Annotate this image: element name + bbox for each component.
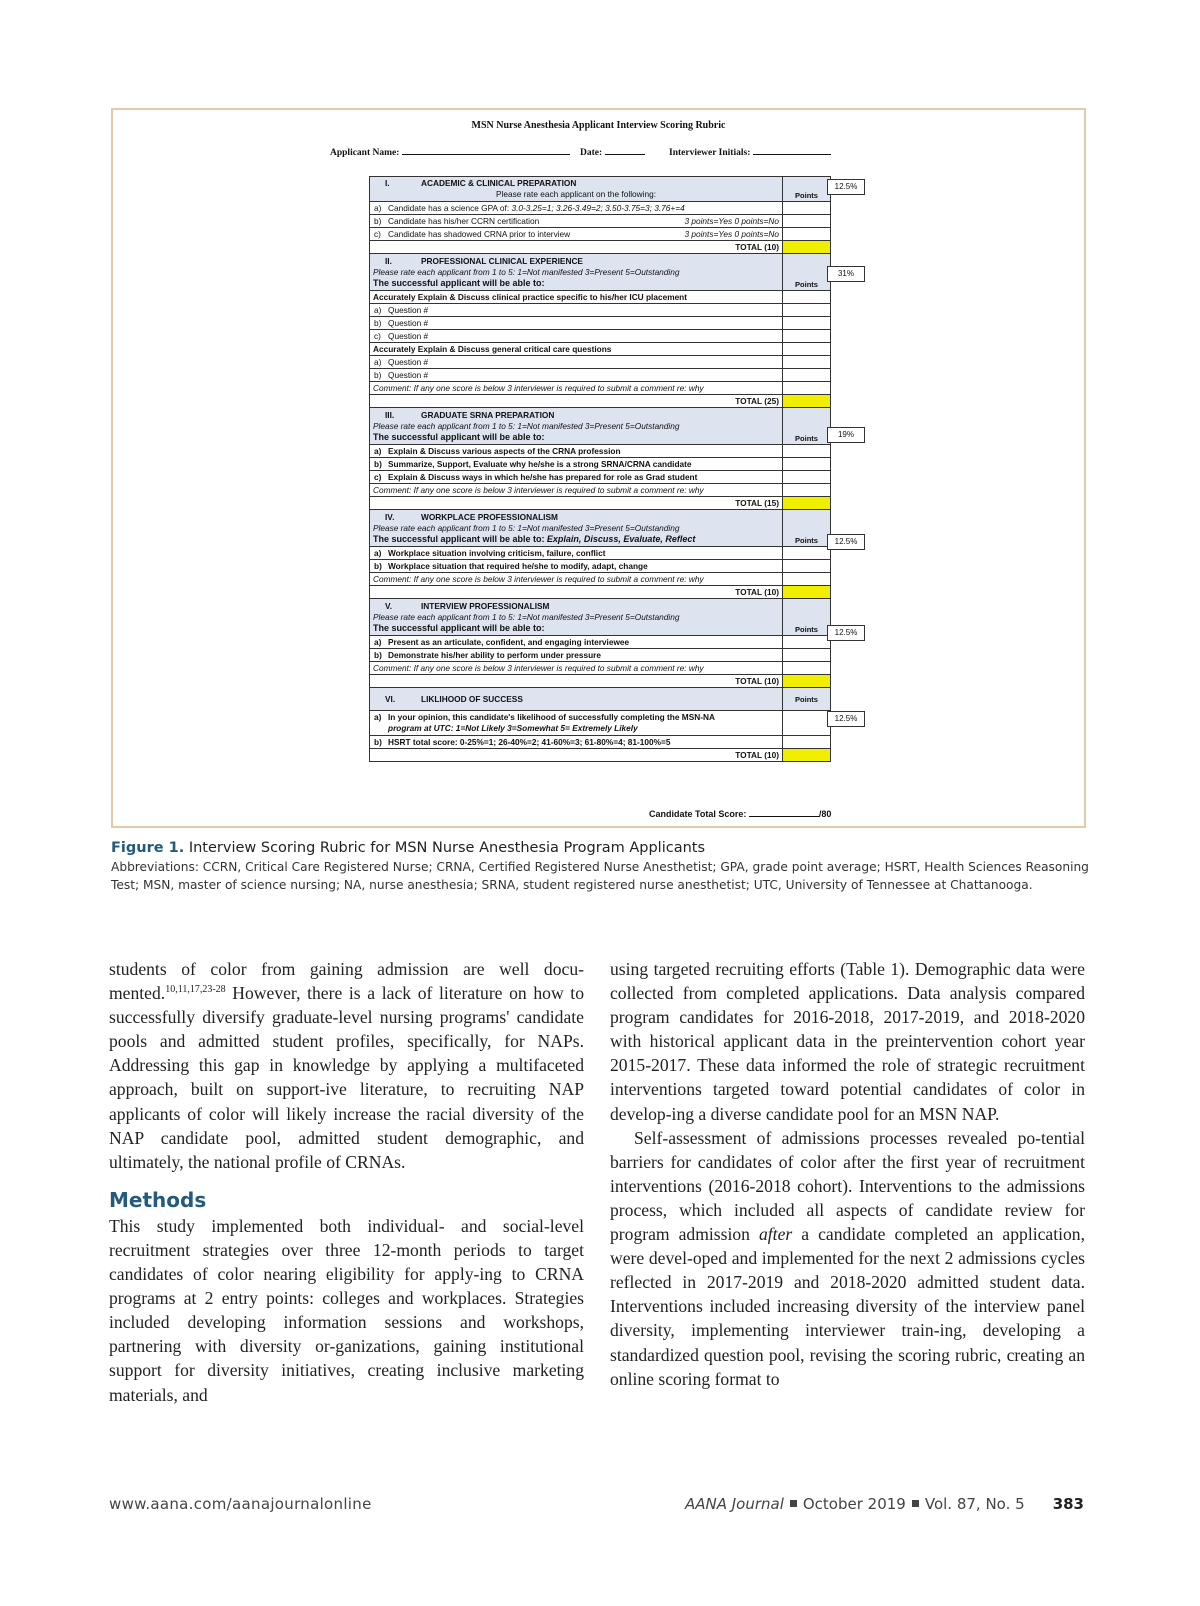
table-row: b) Summarize, Support, Evaluate why he/she is a strong SRNA/CRNA candidate <box>370 458 831 471</box>
section-total-row: TOTAL (10) <box>370 675 831 688</box>
table-row: b) Workplace situation that required he/she to modify, adapt, change <box>370 560 831 573</box>
footer-url: www.aana.com/aanajournalonline <box>109 1495 372 1513</box>
table-row: b) Question # <box>370 317 831 330</box>
citation-refs: 10,11,17,23-28 <box>165 984 226 996</box>
table-row: b) HSRT total score: 0-25%=1; 26-40%=2; 41-60%=3; 61-80%=4; 81-100%=5 <box>370 736 831 749</box>
section-vi-header: VI. LIKLIHOOD OF SUCCESS Points <box>370 688 831 711</box>
body-paragraph: using targeted recruiting efforts (Table 1). Demographic data were collected from completed applications. Data analysis compared program candidates for 2016-2018, 2017-2019, and 2018-2020 with historical applicant data in the preintervention cohort year 2015-2017. These data informed the role of strategic recruitment interventions targeted toward potential candidates of color in develop-ing a diverse candidate pool for an MSN NAP. <box>610 959 1085 1124</box>
comment-row: Comment: If any one score is below 3 interviewer is required to submit a comment re: why <box>370 484 831 497</box>
figure-title: Interview Scoring Rubric for MSN Nurse Anesthesia Program Applicants <box>188 840 706 856</box>
page-number: 383 <box>1052 1495 1084 1513</box>
candidate-total-label: Candidate Total Score: <box>649 809 747 819</box>
table-row: a) Present as an articulate, confident, and engaging interviewee <box>370 636 831 649</box>
initials-line <box>669 145 831 158</box>
right-column <box>610 957 1085 1391</box>
table-row: c) Question # <box>370 330 831 343</box>
table-row: Accurately Explain & Discuss clinical practice specific to his/her ICU placement <box>370 291 831 304</box>
table-row: c) Explain & Discuss ways in which he/she has prepared for role as Grad student <box>370 471 831 484</box>
footer-volume: Vol. 87, No. 5 <box>924 1495 1025 1513</box>
table-row: a) In your opinion, this candidate's likelihood of successfully completing the MSN-NA program at UTC: 1=Not Likely 3=Somewhat 5= Extremely Likely <box>370 711 831 736</box>
section-v-header: V. INTERVIEW PROFESSIONALISM Please rate each applicant from 1 to 5: 1=Not manifested 3=Present 5=Outstanding The successful applicant will be able to: Points <box>370 599 831 636</box>
bullet-icon <box>790 1500 797 1507</box>
candidate-total-max: /80 <box>818 809 832 819</box>
section-i-header: I. ACADEMIC & CLINICAL PREPARATION Please rate each applicant on the following: Points <box>370 177 831 202</box>
section-total-row: TOTAL (10) <box>370 586 831 599</box>
section-ii-percent: 31% <box>827 266 865 282</box>
table-row: a) Explain & Discuss various aspects of the CRNA profession <box>370 445 831 458</box>
comment-row: Comment: If any one score is below 3 interviewer is required to submit a comment re: why <box>370 662 831 675</box>
candidate-total-blank <box>749 807 819 817</box>
body-paragraph: This study implemented both individual- and social-level recruitment strategies over three 12-month periods to target candidates of color nearing eligibility for apply-ing to CRNA programs at 2 entry points: colleges and workplaces. Strategies included developing information sessions and workshops, partnering with diversity or-ganizations, gaining institutional support for diversity initiatives, creating inclusive marketing materials, and <box>109 1215 584 1405</box>
date-label: Date: <box>580 148 603 158</box>
section-v-percent: 12.5% <box>827 625 865 641</box>
section-ii-header: II. PROFESSIONAL CLINICAL EXPERIENCE Please rate each applicant from 1 to 5: 1=Not manifested 3=Present 5=Outstanding The successful applicant will be able to: Points <box>370 254 831 291</box>
applicant-name-label: Applicant Name: <box>330 148 400 158</box>
table-row: a) Question # <box>370 304 831 317</box>
section-iv-header: IV. WORKPLACE PROFESSIONALISM Please rate each applicant from 1 to 5: 1=Not manifested 3=Present 5=Outstanding The successful applicant will be able to: Explain, Discuss, Evaluate, Reflect Points <box>370 510 831 547</box>
left-column <box>109 957 584 1407</box>
section-total-row: TOTAL (15) <box>370 497 831 510</box>
figure-frame <box>111 108 1086 828</box>
bullet-icon <box>912 1500 919 1507</box>
table-row: b) Candidate has his/her CCRN certification 3 points=Yes 0 points=No <box>370 215 831 228</box>
comment-row: Comment: If any one score is below 3 interviewer is required to submit a comment re: why <box>370 382 831 395</box>
body-paragraph: Self-assessment of admissions processes revealed po-tential barriers for candidates of color after the first year of recruitment interventions (2016-2018 cohort). Interventions to the admissions process, which included all aspects of candidate review for program admission after a candidate completed an application, were devel-oped and implemented for the next 2 admissions cycles reflected in 2017-2019 and 2018-2020 admitted student data. Interventions included increasing diversity of the interview panel diversity, implementing interviewer train-ing, developing a standardized question pool, revising the scoring rubric, creating an online scoring format to <box>610 1127 1085 1389</box>
table-row: a) Workplace situation involving criticism, failure, conflict <box>370 547 831 560</box>
date-line <box>580 145 645 158</box>
date-blank <box>605 145 645 155</box>
applicant-name-line <box>330 145 570 158</box>
section-total-row: TOTAL (10) <box>370 749 831 762</box>
table-row: a) Question # <box>370 356 831 369</box>
rubric-title: MSN Nurse Anesthesia Applicant Interview Scoring Rubric <box>471 120 726 131</box>
section-total-row: TOTAL (10) <box>370 241 831 254</box>
comment-row: Comment: If any one score is below 3 interviewer is required to submit a comment re: why <box>370 573 831 586</box>
section-vi-percent: 12.5% <box>827 711 865 727</box>
candidate-total-score <box>649 807 831 819</box>
footer-date: October 2019 <box>802 1495 906 1513</box>
body-paragraph: students of color from gaining admission are well docu-mented.$^{10,11,17,23-28}$ However, there is a lack of literature on how to successfully diversify graduate-level nursing programs' candidate pools and admitted student profiles, specifically, for NAPs. Addressing this gap in knowledge by applying a multifaceted approach, built on support-ive literature, to recruiting NAP applicants of color will likely increase the racial diversity of the NAP candidate pool, admitted student demographic, and ultimately, the national profile of CRNAs. <box>109 959 584 1172</box>
table-row: a) Candidate has a science GPA of: 3.0-3.25=1; 3.26-3.49=2; 3.50-3.75=3; 3.76+=4 <box>370 202 831 215</box>
table-row: c) Candidate has shadowed CRNA prior to interview 3 points=Yes 0 points=No <box>370 228 831 241</box>
applicant-name-blank <box>402 145 570 155</box>
footer-journal: AANA Journal <box>684 1495 784 1513</box>
figure-caption <box>111 840 1091 894</box>
initials-label: Interviewer Initials: <box>669 148 751 158</box>
scoring-rubric-table <box>369 176 831 762</box>
methods-heading: Methods <box>109 1187 207 1212</box>
table-row: Accurately Explain & Discuss general critical care questions <box>370 343 831 356</box>
section-total-row: TOTAL (25) <box>370 395 831 408</box>
table-row: b) Question # <box>370 369 831 382</box>
section-iv-percent: 12.5% <box>827 534 865 550</box>
section-iii-percent: 19% <box>827 427 865 443</box>
section-i-percent: 12.5% <box>827 179 865 195</box>
footer-citation <box>685 1495 1084 1513</box>
table-row: b) Demonstrate his/her ability to perform under pressure <box>370 649 831 662</box>
figure-label: Figure 1. <box>111 840 185 856</box>
figure-abbreviations: Abbreviations: CCRN, Critical Care Registered Nurse; CRNA, Certified Registered Nurse Anesthetist; GPA, grade point average; HSRT, Health Sciences Reasoning Test; MSN, master of science nursing; NA, nurse anesthesia; SRNA, student registered nurse anesthetist; UTC, University of Tennessee at Chattanooga. <box>111 860 1089 892</box>
section-iii-header: III. GRADUATE SRNA PREPARATION Please rate each applicant from 1 to 5: 1=Not manifested 3=Present 5=Outstanding The successful applicant will be able to: Points <box>370 408 831 445</box>
initials-blank <box>753 145 831 155</box>
